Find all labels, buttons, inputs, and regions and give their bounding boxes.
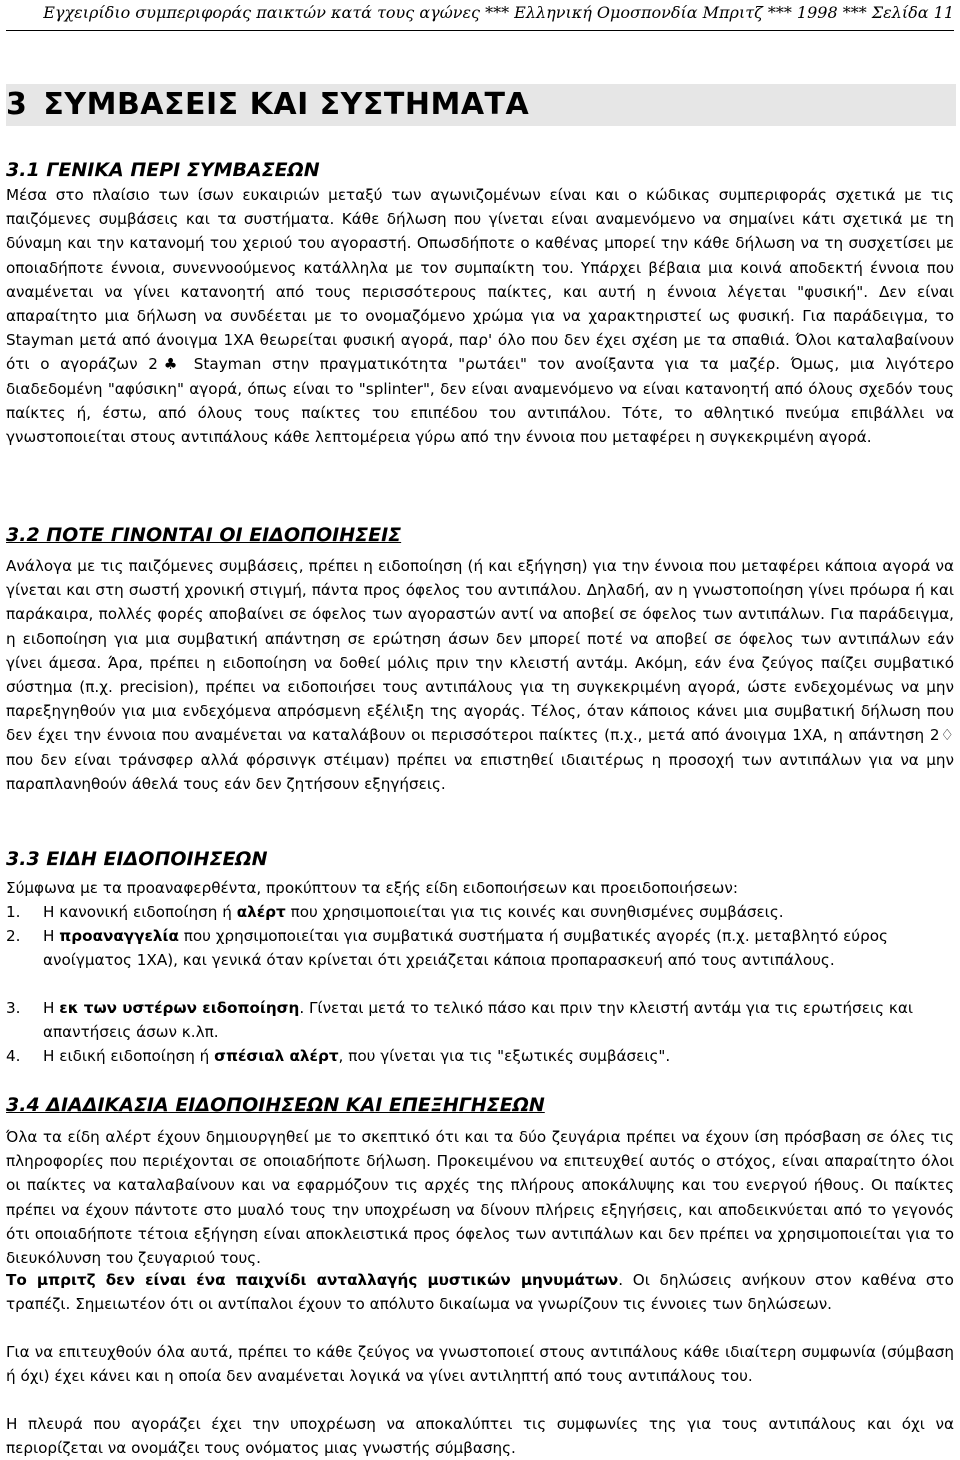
list-item: [6, 1044, 954, 1068]
section-3-1-paragraph: Μέσα στο πλαίσιο των ίσων ευκαιριών μεταξύ των αγωνιζομένων είναι και ο κώδικας συμπεριφοράς σχετικά με τις παιζόμενες συμβάσεις και τα συστήματα. Κάθε δήλωση που γίνεται είναι αναμενόμενο να σημαίνει κάτι σχετικά με τη δύναμη και την κατανομή του χεριού του αγοραστή. Οπωσδήποτε ο καθένας μπορεί την κάθε δήλωση να τη συσχετίσει με οποιαδήποτε έννοια, συνεννοούμενος κατάλληλα με τον συμπαίκτη του. Υπάρχει βέβαια μια κοινά αποδεκτή έννοια που αναμένεται να γίνει κατανοητή από τους περισσότερους παίκτες, και αυτή η έννοια λέγεται "φυσική". Δεν είναι απαραίτητο μια δήλωση να συνδέεται με το ονομαζόμενο χρώμα για να χαρακτηριστεί ως φυσική. Για παράδειγμα, το Stayman μετά από άνοιγμα 1ΧΑ θεωρείται φυσική αγορά, παρ' όλο που δεν έχει σχέση με τα σπαθιά. Όλοι καταλαβαίνουν ότι ο αγοράζων 2♣ Stayman στην πραγματικότητα "ρωτάει" τον ανοίξαντα για τα μαζέρ. Όμως, μια λιγότερο διαδεδομένη "αφύσικη" αγορά, όπως είναι το "splinter", δεν είναι αναμενόμενο να είναι κατανοητή από όλους σχεδόν τους παίκτες ή, έστω, από όλους τους παίκτες του επιπέδου του αντιπάλου. Τότε, το αθλητικό πνεύμα επιβάλλει να γνωστοποιείται στους αντιπάλους κάθε λεπτομέρεια γύρω από την έννοια που μεταφέρει η συγκεκριμένη αγορά.: [6, 186, 954, 447]
section-3-4-paragraph-4: Η πλευρά που αγοράζει έχει την υποχρέωση να αποκαλύπτει τις συμφωνίες της για τους αντιπάλους και όχι να περιορίζεται να ονομάζει τους ονόματος μιας γνωστής σύμβασης.: [6, 1415, 954, 1458]
chapter-title: [6, 84, 956, 126]
list-item-text: Η: [43, 927, 60, 945]
list-item-text: που χρησιμοποιείται για τις κοινές και συνηθισμένες συμβάσεις.: [285, 903, 784, 921]
section-3-3-intro: Σύμφωνα με τα προαναφερθέντα, προκύπτουν τα εξής είδη ειδοποιήσεων και προειδοποιήσεων:: [6, 879, 738, 897]
list-item-text: που χρησιμοποιείται για συμβατικά συστήματα ή συμβατικές αγορές (π.χ. μεταβλητό εύρος ανοίγματος 1ΧΑ), και γενικά όταν κρίνεται ότι χρειάζεται κάποια προπαρασκευή από τους αντιπάλους.: [43, 927, 888, 970]
list-item-text: Η: [43, 999, 60, 1017]
section-3-4-heading: 3.4 ΔΙΑΔΙΚΑΣΙΑ ΕΙΔΟΠΟΙΗΣΕΩΝ ΚΑΙ ΕΠΕΞΗΓΗΣΕΩΝ: [6, 1094, 545, 1116]
list-item: [6, 996, 954, 1044]
list-item-number: 3.: [6, 999, 21, 1017]
list-item-number: 1.: [6, 903, 21, 921]
section-3-2-paragraph: Ανάλογα με τις παιζόμενες συμβάσεις, πρέπει η ειδοποίηση (ή και εξήγηση) για την έννοια που μεταφέρει κάποια αγορά να γίνεται και στη σωστή χρονική στιγμή, πάντα προς όφελος του αντιπάλου. Δηλαδή, αν η γνωστοποίηση γίνει πρόωρα ή και παράκαιρα, πολλές φορές αποβαίνει σε όφελος των αγοραστών αντί να αποβεί σε όφελος των αντιπάλων. Για παράδειγμα, η ειδοποίηση για μια συμβατική απάντηση σε ερώτηση άσων δεν μπορεί ποτέ να αποβεί σε όφελος των αντιπάλων εάν γίνει άμεσα. Άρα, πρέπει η ειδοποίηση να δοθεί μόλις πριν την κλειστή αντάμ. Ακόμη, εάν ένα ζεύγος παίζει συμβατικό σύστημα (π.χ. precision), πρέπει να ειδοποιήσει τους αντιπάλους για τη συγκεκριμένη αγορά, ώστε ενδεχομένως να μην παρεξηγηθούν για μια ενδεχόμενα απρόσμενη εξέλιξη της αγοράς. Τέλος, όταν κάποιος κάνει μια συμβατική δήλωση που δεν έχει την έννοια που αναμένεται να καταλάβουν οι περισσότεροι παίκτες (π.χ., μετά από άνοιγμα 1ΧΑ, η απάντηση 2♢ που δεν είναι τράνσφερ αλλά φόρσινγκ στέιμαν) πρέπει να επιστηθεί ιδιαιτέρως η προσοχή των αντιπάλων για να μην παραπλανηθούν άθελά τους εάν δεν ζητήσουν εξηγήσεις.: [6, 557, 954, 793]
list-item-number: 4.: [6, 1047, 21, 1065]
list-item-term: σπέσιαλ αλέρτ: [214, 1047, 339, 1065]
list-item-text: Η κανονική ειδοποίηση ή: [43, 903, 237, 921]
paragraph-text: . Οι δηλώσεις ανήκουν στον καθένα στο τραπέζι. Σημειωτέον ότι οι αντίπαλοι έχουν το απόλυτο δικαίωμα να γνωρίζουν τις έννοιες των δηλώσεων.: [6, 1271, 954, 1314]
page-header: Εγχειρίδιο συμπεριφοράς παικτών κατά τους αγώνες *** Ελληνική Ομοσπονδία Μπριτζ *** 1998 *** Σελίδα 11: [6, 0, 954, 31]
list-item-text: , που γίνεται για τις "εξωτικές συμβάσεις".: [338, 1047, 671, 1065]
section-3-4-paragraph-1: Όλα τα είδη αλέρτ έχουν δημιουργηθεί με το σκεπτικό ότι και τα δύο ζευγάρια πρέπει να έχουν ίση πρόσβαση σε όλες τις πληροφορίες που περιέχονται σε οποιαδήποτε δήλωση. Προκειμένου να επιτευχθεί αυτός ο στόχος, είναι απαραίτητο όλοι οι παίκτες να καταλαβαίνουν και να εφαρμόζουν τις αρχές της πλήρους αποκάλυψης και του ενεργού ήθους. Οι παίκτες πρέπει να έχουν πάντοτε στο μυαλό τους την υποχρέωση να δίνουν πλήρεις εξηγήσεις, και αποδεικνύεται από το γεγονός ότι οποιαδήποτε τέτοια εξήγηση είναι αποκλειστικά προς όφελος των αντιπάλων και δεν πρέπει να χρησιμοποιείται για το διευκόλυνση του ζευγαριού τους.: [6, 1128, 954, 1268]
chapter-number: 3: [6, 87, 28, 122]
section-3-4-paragraph-2: [6, 1268, 954, 1316]
section-3-4-paragraph-3: Για να επιτευχθούν όλα αυτά, πρέπει το κάθε ζεύγος να γνωστοποιεί στους αντιπάλους κάθε ιδιαίτερη συμφωνία (σύμβαση ή όχι) έχει κάνει και η οποία δεν αναμένεται λογικά να γίνει αντιληπτή από τους αντιπάλους του.: [6, 1343, 954, 1386]
section-3-2-heading: 3.2 ΠΟΤΕ ΓΙΝΟΝΤΑΙ ΟΙ ΕΙΔΟΠΟΙΗΣΕΙΣ: [6, 524, 402, 546]
list-item-text: . Γίνεται μετά το τελικό πάσο και πριν την κλειστή αντάμ για τις ερωτήσεις και απαντήσεις άσων κ.λπ.: [43, 999, 913, 1042]
section-3-1-heading: 3.1 ΓΕΝΙΚΑ ΠΕΡΙ ΣΥΜΒΑΣΕΩΝ: [6, 159, 320, 181]
list-item-term: εκ των υστέρων ειδοποίηση: [59, 999, 300, 1017]
chapter-title-text: ΣΥΜΒΑΣΕΙΣ ΚΑΙ ΣΥΣΤΗΜΑΤΑ: [43, 87, 530, 122]
bold-statement: Το μπριτζ δεν είναι ένα παιχνίδι ανταλλαγής μυστικών μηνυμάτων: [6, 1271, 619, 1289]
list-item-term: προαναγγελία: [59, 927, 179, 945]
list-item-term: αλέρτ: [236, 903, 286, 921]
list-item-number: 2.: [6, 927, 21, 945]
section-3-3-heading: 3.3 ΕΙΔΗ ΕΙΔΟΠΟΙΗΣΕΩΝ: [6, 848, 268, 870]
list-item-text: Η ειδική ειδοποίηση ή: [43, 1047, 215, 1065]
list-item: [6, 900, 954, 924]
list-item: [6, 924, 954, 972]
